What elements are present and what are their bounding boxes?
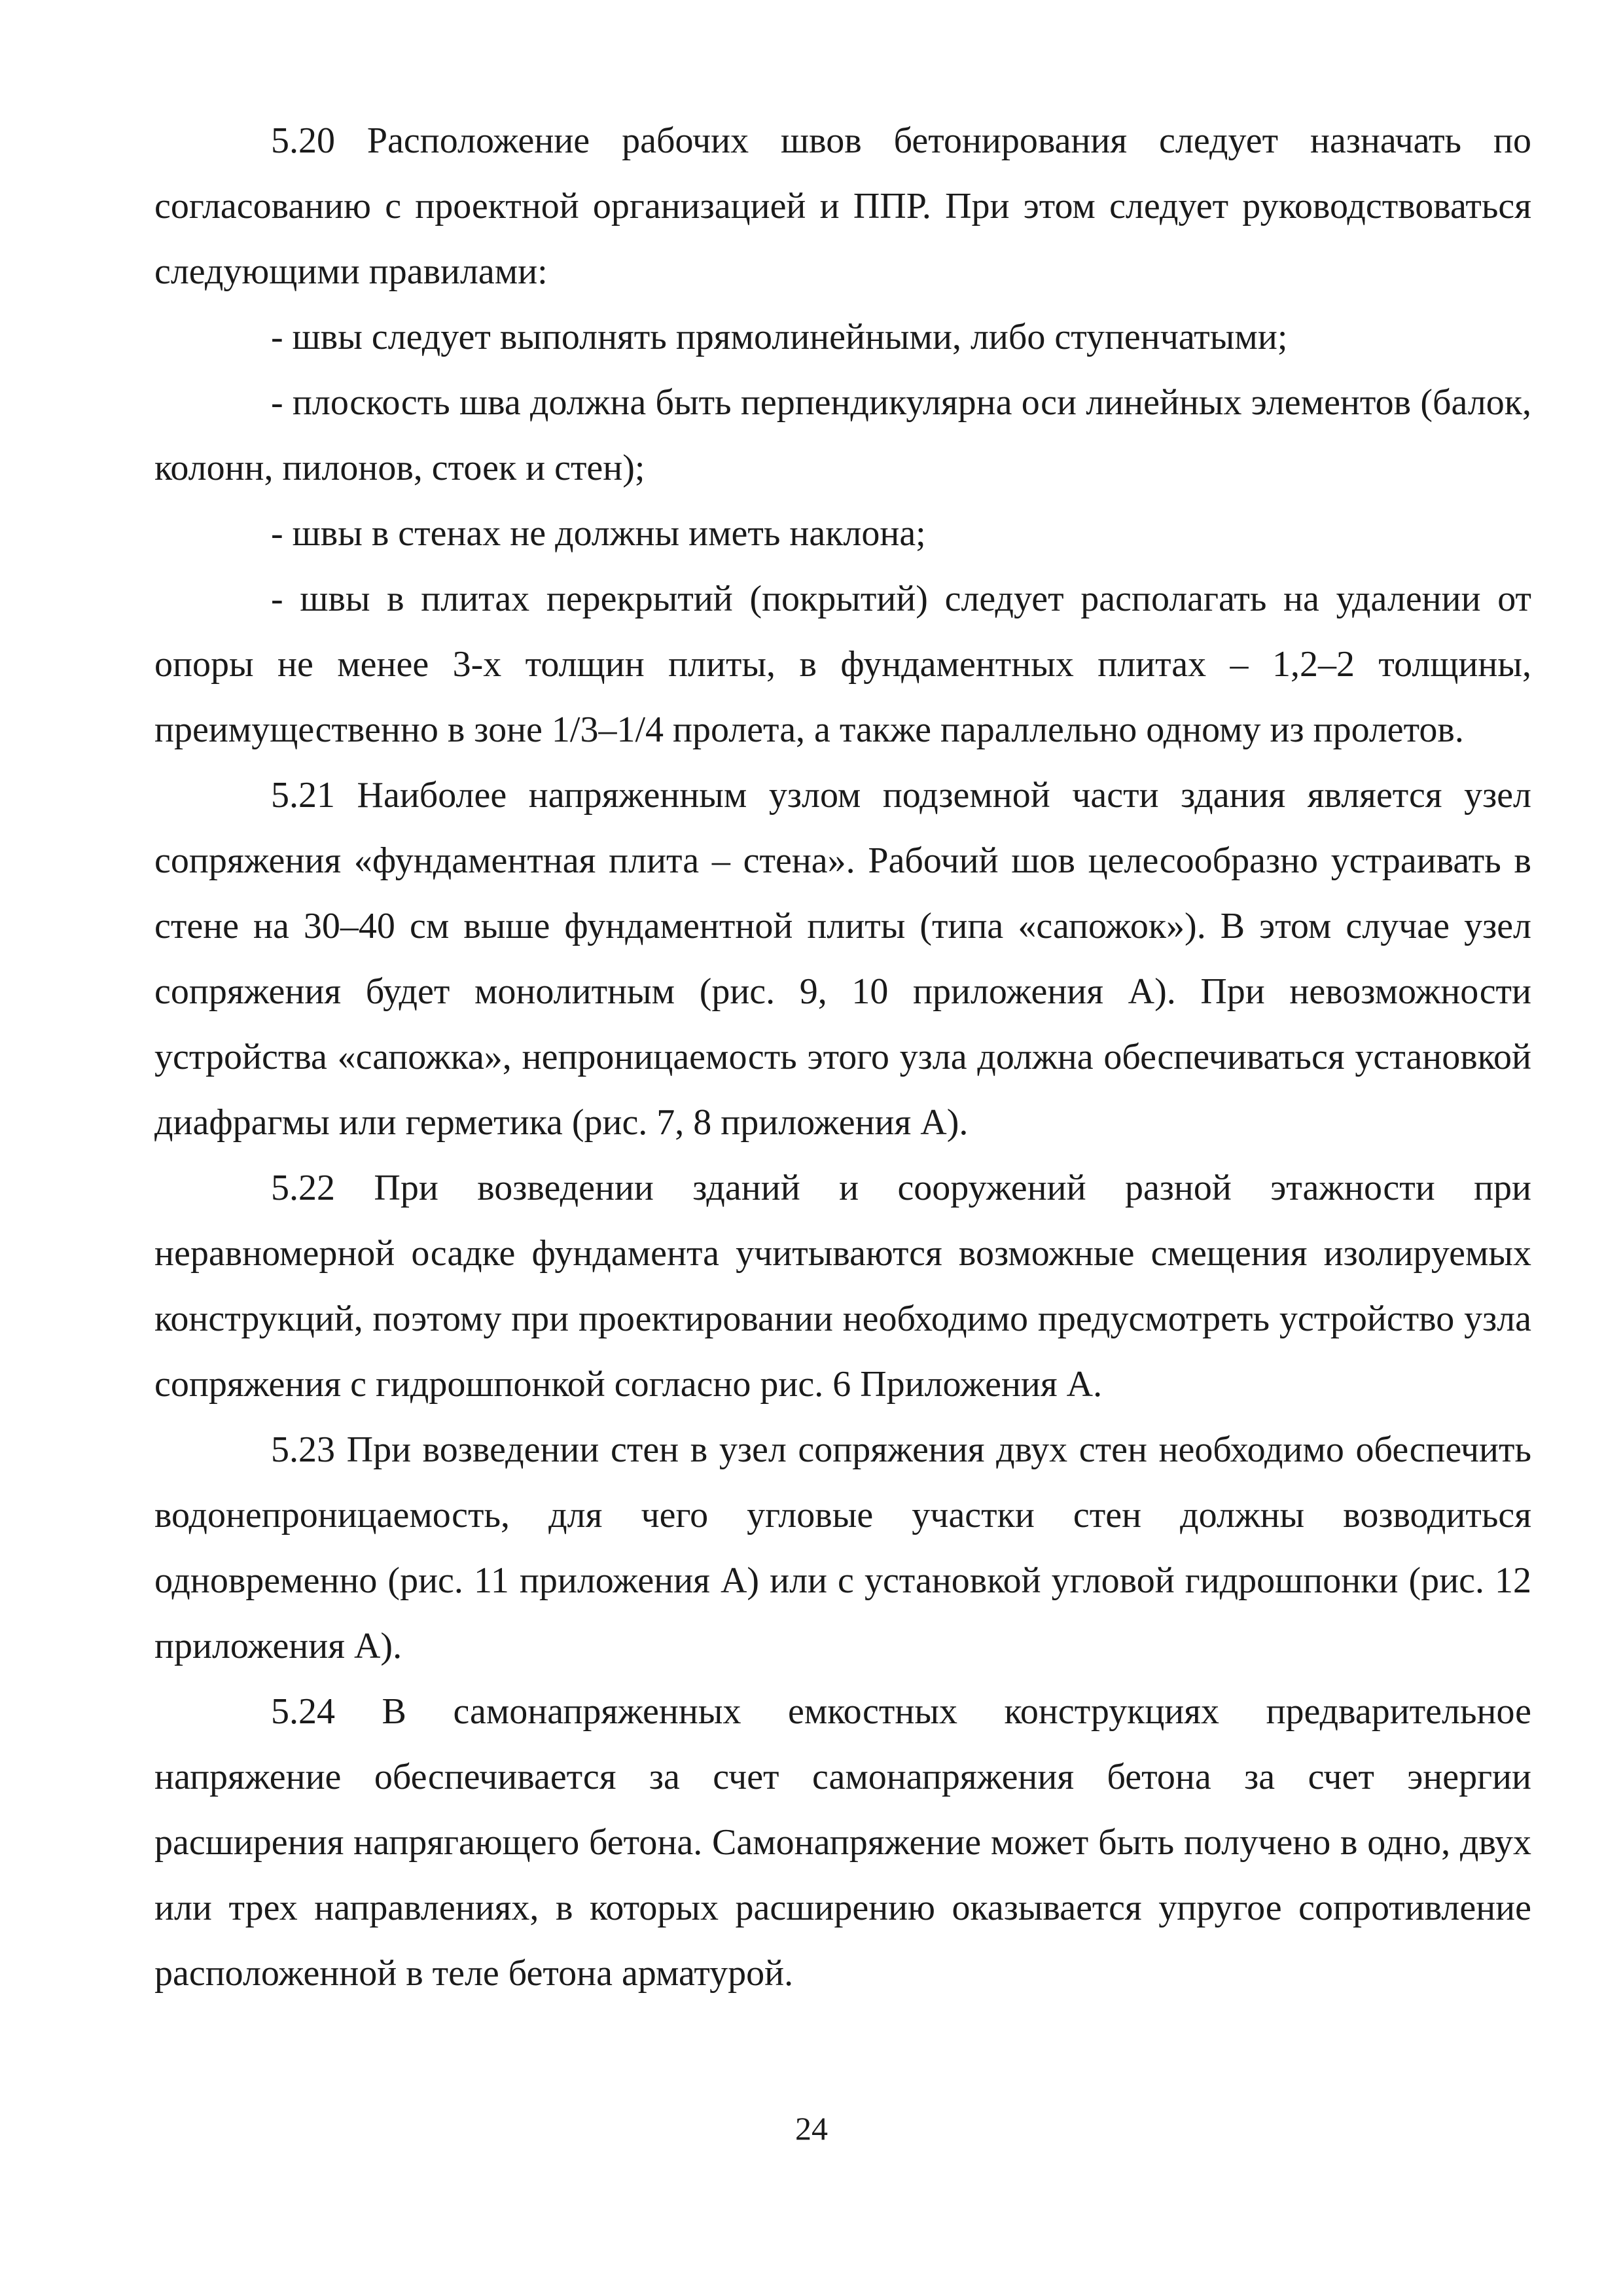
list-item-slab-seams: - швы в плитах перекрытий (покрытий) следует располагать на удалении от опоры не менее 3-х толщин плиты, в фундаментных плитах – 1,2–2 толщины, преимущественно в зоне 1/3–1/4 пролета, а также параллельно одному из пролетов.	[154, 579, 1531, 750]
list-item-perpendicular-plane: - плоскость шва должна быть перпендикулярна оси линейных элементов (балок, колонн, пилонов, стоек и стен);	[154, 382, 1531, 488]
list-item-straight-seams: - швы следует выполнять прямолинейными, либо ступенчатыми;	[271, 317, 1288, 357]
paragraph-5-20: 5.20 Расположение рабочих швов бетонирования следует назначать по согласованию с проектной организацией и ППР. При этом следует руководствоваться следующими правилами:	[154, 120, 1531, 292]
page-number: 24	[795, 2110, 828, 2147]
paragraph-5-21: 5.21 Наиболее напряженным узлом подземной части здания является узел сопряжения «фундаментная плита – стена». Рабочий шов целесообразно устраивать в стене на 30–40 см выше фундаментной плиты (типа «сапожок»). В этом случае узел сопряжения будет монолитным (рис. 9, 10 приложения А). При невозможности устройства «сапожка», непроницаемость этого узла должна обеспечиваться установкой диафрагмы или герметика (рис. 7, 8 приложения А).	[154, 775, 1531, 1143]
list-item-no-slope: - швы в стенах не должны иметь наклона;	[271, 513, 926, 554]
paragraph-5-23: 5.23 При возведении стен в узел сопряжения двух стен необходимо обеспечить водонепроницаемость, для чего угловые участки стен должны возводиться одновременно (рис. 11 приложения А) или с установкой угловой гидрошпонки (рис. 12 приложения А).	[154, 1429, 1531, 1666]
paragraph-5-22: 5.22 При возведении зданий и сооружений разной этажности при неравномерной осадке фундамента учитываются возможные смещения изолируемых конструкций, поэтому при проектировании необходимо предусмотреть устройство узла сопряжения с гидрошпонкой согласно рис. 6 Приложения А.	[154, 1168, 1531, 1405]
paragraph-5-24: 5.24 В самонапряженных емкостных конструкциях предварительное напряжение обеспечивается за счет самонапряжения бетона за счет энергии расширения напрягающего бетона. Самонапряжение может быть получено в одно, двух или трех направлениях, в которых расширению оказывается упругое сопротивление расположенной в теле бетона арматурой.	[154, 1691, 1531, 1994]
body-text	[154, 108, 1531, 2006]
